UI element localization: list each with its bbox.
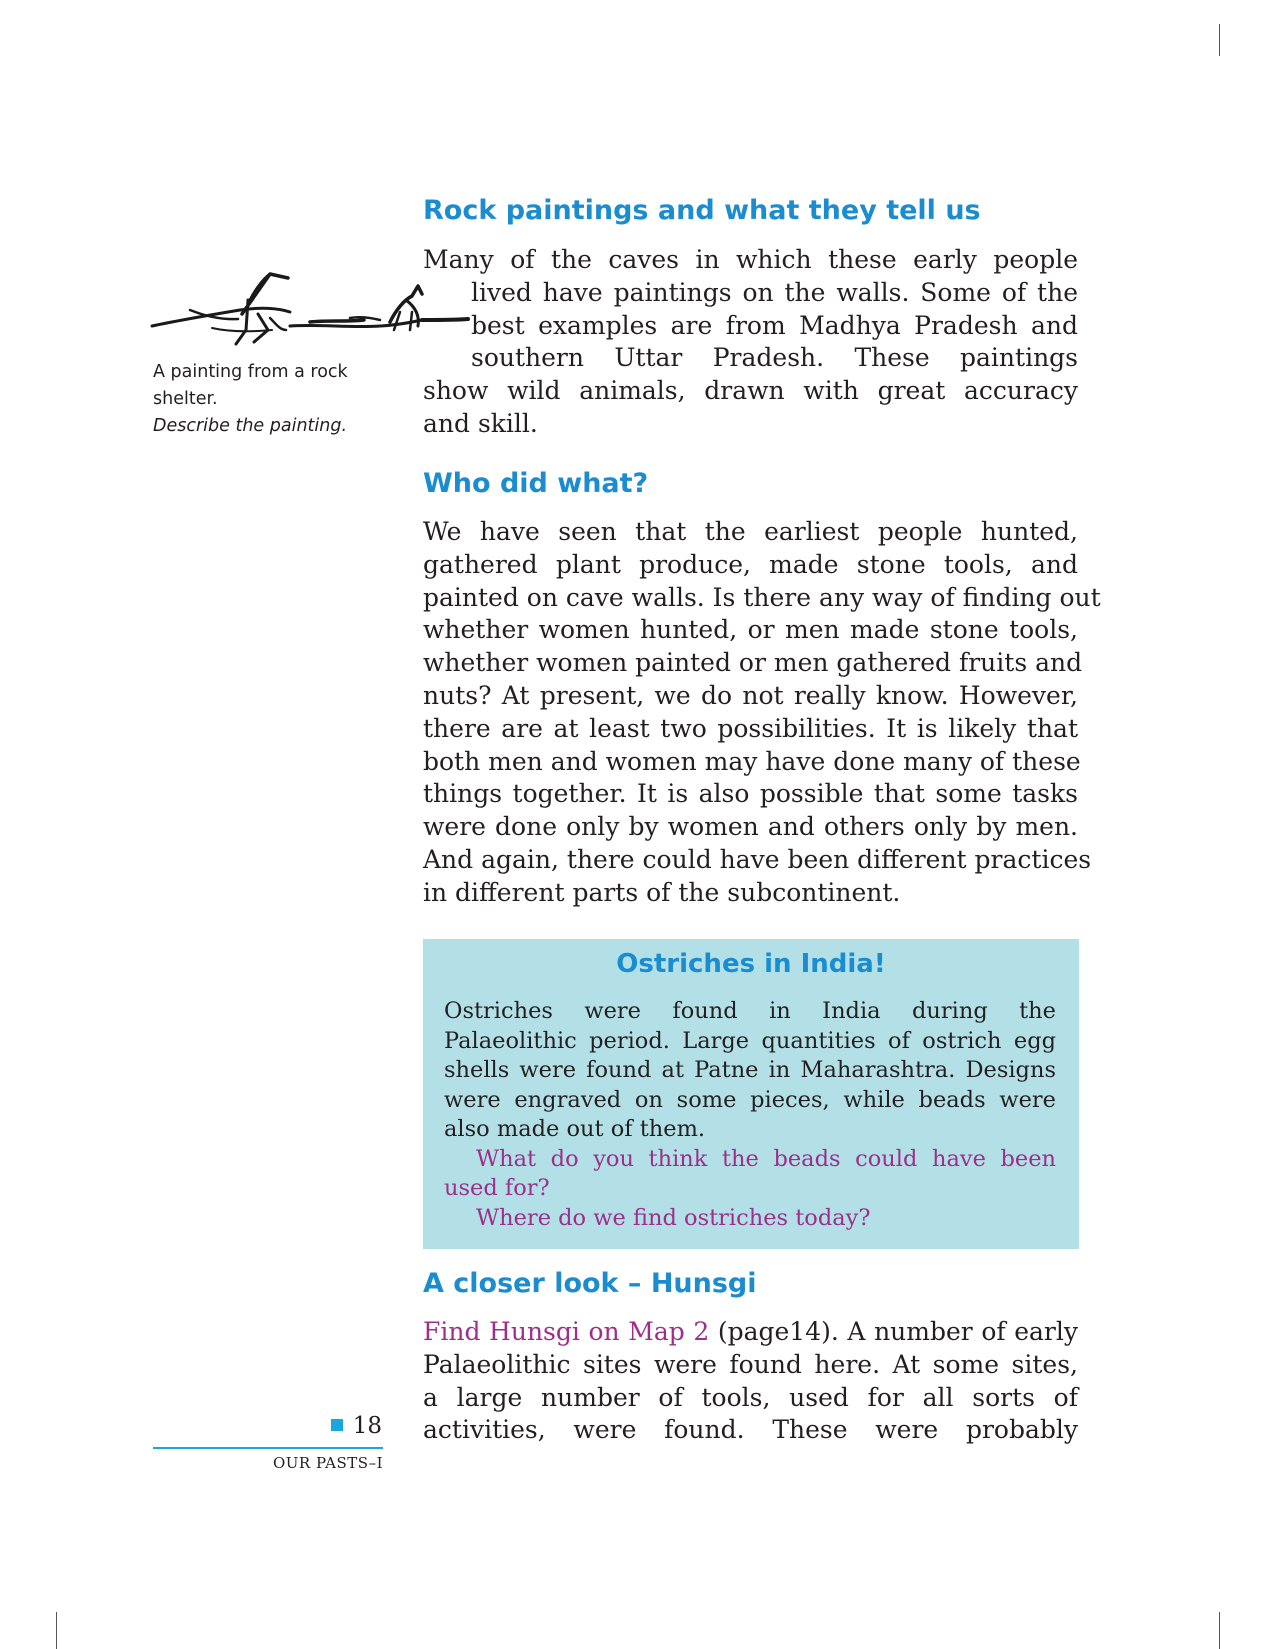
box-line: Ostriches were found in India during the (444, 998, 1056, 1024)
paragraph-line: nuts? At present, we do not really know. However, (423, 680, 1078, 710)
paragraph-line: whether women hunted, or men made stone tools, (423, 615, 1078, 645)
box-question-line: Where do we find ostriches today? (476, 1204, 871, 1231)
paragraph-line: lived have paintings on the walls. Some of the (471, 277, 1078, 307)
paragraph-line: and skill. (423, 408, 538, 438)
box-paragraph (444, 997, 1056, 1233)
paragraph-line: Many of the caves in which these early people (423, 245, 1078, 274)
heading-who-did-what: Who did what? (423, 468, 649, 499)
paragraph-line: gathered plant produce, made stone tools, and (423, 549, 1078, 579)
folio-rule (153, 1447, 383, 1449)
paragraph-line: whether women painted or men gathered fruits and (423, 648, 1083, 678)
paragraph-line: things together. It is also possible that some tasks (423, 779, 1078, 809)
map-reference: Find Hunsgi on Map 2 (423, 1317, 710, 1346)
paragraph-line: And again, there could have been different practices (423, 844, 1092, 874)
ostriches-info-box (423, 939, 1079, 1249)
box-question-line: What do you think the beads could have been (476, 1145, 1056, 1172)
box-line: also made out of them. (444, 1116, 706, 1142)
rock-painting-illustration (150, 270, 470, 352)
page-number-text: 18 (352, 1413, 382, 1439)
caption-text: A painting from a rock shelter. (153, 362, 348, 409)
paragraph-line: show wild animals, drawn with great accuracy (423, 376, 1078, 406)
box-line: shells were found at Patne in Maharashtra. Designs (444, 1057, 1056, 1083)
map-reference-rest: (page14). A number of early (709, 1317, 1078, 1346)
who-did-what-paragraph (423, 516, 1101, 910)
paragraph-line: We have seen that the earliest people hunted, (423, 517, 1078, 546)
box-line: Palaeolithic period. Large quantities of ostrich egg (444, 1027, 1056, 1054)
paragraph-line: southern Uttar Pradesh. These paintings (471, 343, 1078, 373)
paragraph-line: both men and women may have done many of these (423, 746, 1081, 776)
paragraph-line: a large number of tools, used for all sorts of (423, 1382, 1078, 1412)
hunsgi-paragraph (423, 1316, 1078, 1447)
rock-paintings-paragraph (423, 244, 1078, 441)
running-head: OUR PASTS–I (272, 1454, 383, 1472)
heading-rock-paintings: Rock paintings and what they tell us (423, 195, 981, 226)
paragraph-line: there are at least two possibilities. It is likely that (423, 713, 1078, 743)
paragraph-line (423, 1316, 1078, 1349)
page-number (330, 1413, 382, 1443)
paragraph-line: Palaeolithic sites were found here. At some sites, (423, 1349, 1078, 1379)
heading-hunsgi: A closer look – Hunsgi (423, 1268, 757, 1299)
paragraph-line: in different parts of the subcontinent. (423, 877, 901, 907)
box-line: were engraved on some pieces, while beads were (444, 1086, 1056, 1113)
paragraph-line: were done only by women and others only by men. (423, 812, 1078, 842)
paragraph-line: painted on cave walls. Is there any way of finding out (423, 582, 1101, 612)
caption-question: Describe the painting. (153, 416, 348, 436)
paragraph-line: best examples are from Madhya Pradesh and (471, 310, 1078, 340)
box-title: Ostriches in India! (616, 949, 886, 979)
box-question-line: used for? (444, 1175, 550, 1201)
crop-mark-top-right (1219, 24, 1220, 56)
crop-mark-bottom-left (56, 1612, 57, 1649)
figure-caption (153, 359, 393, 440)
paragraph-line: activities, were found. These were probably (423, 1415, 1078, 1445)
crop-mark-bottom-right (1219, 1612, 1220, 1649)
folio-square-icon (331, 1419, 343, 1431)
